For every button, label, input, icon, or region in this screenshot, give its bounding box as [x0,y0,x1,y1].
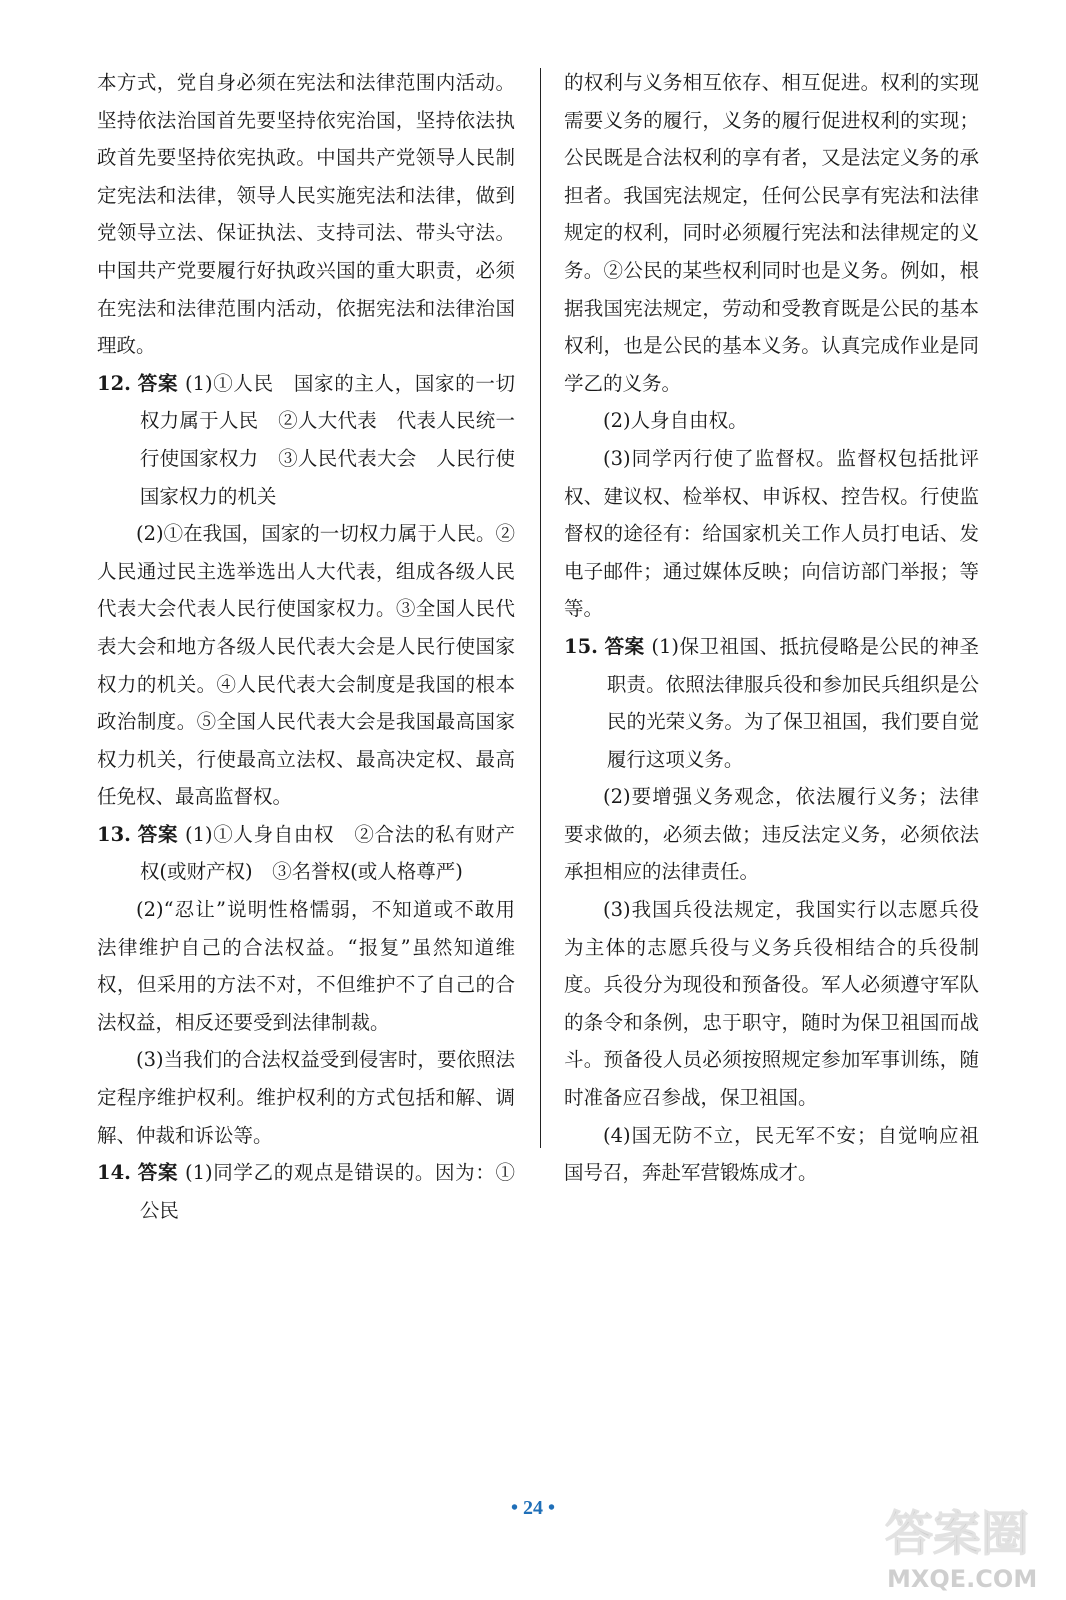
answer-paragraph: (2)人身自由权。 [603,409,748,433]
right-column [564,64,979,1192]
question-number: 13. [97,822,131,846]
left-column [97,64,515,1229]
question-15 [564,628,979,778]
continued-paragraph: 本方式，党自身必须在宪法和法律范围内活动。坚持依法治国首先要坚持依宪治国，坚持依法执政首先要坚持依宪执政。中国共产党领导人民制定宪法和法律，领导人民实施宪法和法律，做到党领导立法、保证执法、支持司法、带头守法。中国共产党要履行好执政兴国的重大职责，必须在宪法和法律范围内活动，依据宪法和法律治国理政。 [97,71,515,358]
page-number: • 24 • [510,1497,555,1519]
answer-paragraph: (2)要增强义务观念，依法履行义务；法律要求做的，必须去做；违反法定义务，必须依法承担相应的法律责任。 [564,785,979,884]
answer-text: (1)同学乙的观点是错误的。因为：①公民 [139,1161,515,1222]
watermark-text: 答案圈 [885,1506,1030,1562]
answer-paragraph: (3)当我们的合法权益受到侵害时，要依照法定程序维护权利。维护权利的方式包括和解、调解、仲裁和诉讼等。 [97,1048,515,1147]
continued-paragraph: 的权利与义务相互依存、相互促进。权利的实现需要义务的履行，义务的履行促进权利的实现；公民既是合法权利的享有者，又是法定义务的承担者。我国宪法规定，任何公民享有宪法和法律规定的权利，同时必须履行宪法和法律规定的义务。②公民的某些权利同时也是义务。例如，根据我国宪法规定，劳动和受教育既是公民的基本权利，也是公民的基本义务。认真完成作业是同学乙的义务。 [564,71,979,395]
answer-paragraph: (3)同学丙行使了监督权。监督权包括批评权、建议权、检举权、申诉权、控告权。行使监督权的途径有：给国家机关工作人员打电话、发电子邮件；通过媒体反映；向信访部门举报；等等。 [564,446,979,621]
answer-label: 答案 [137,822,179,846]
question-13 [97,816,515,891]
question-number: 15. [564,634,598,658]
answer-label: 答案 [137,1161,179,1185]
answer-paragraph: (2)“忍让”说明性格懦弱，不知道或不敢用法律维护自己的合法权益。“报复”虽然知道维权，但采用的方法不对，不但维护不了自己的合法权益，相反还要受到法律制裁。 [97,898,515,1034]
watermark-logo [885,1495,1055,1595]
column-divider [540,68,541,1148]
watermark-url: MXQE.COM [887,1565,1038,1593]
question-number: 12. [97,371,131,395]
answer-text: (1)①人民 国家的主人，国家的一切权力属于人民 ②人大代表 代表人民统一行使国家权力 ③人民代表大会 人民行使国家权力的机关 [139,371,515,508]
answer-label: 答案 [604,634,645,658]
question-12 [97,365,515,515]
answer-paragraph: (2)①在我国，国家的一切权力属于人民。②人民通过民主选举选出人大代表，组成各级人民代表大会代表人民行使国家权力。③全国人民代表大会和地方各级人民代表大会是人民行使国家权力的机关。④人民代表大会制度是我国的根本政治制度。⑤全国人民代表大会是我国最高国家权力机关，行使最高立法权、最高决定权、最高任免权、最高监督权。 [97,522,515,809]
answer-paragraph: (4)国无防不立，民无军不安；自觉响应祖国号召，奔赴军营锻炼成才。 [564,1123,979,1185]
answer-text: (1)①人身自由权 ②合法的私有财产权(或财产权) ③名誉权(或人格尊严) [139,822,515,884]
answer-text: (1)保卫祖国、抵抗侵略是公民的神圣职责。依照法律服兵役和参加民兵组织是公民的光荣义务。为了保卫祖国，我们要自觉履行这项义务。 [606,634,979,771]
question-number: 14. [97,1161,131,1185]
question-14 [97,1154,515,1229]
answer-paragraph: (3)我国兵役法规定，我国实行以志愿兵役为主体的志愿兵役与义务兵役相结合的兵役制度。兵役分为现役和预备役。军人必须遵守军队的条令和条例，忠于职守，随时为保卫祖国而战斗。预备役人员必须按照规定参加军事训练，随时准备应召参战，保卫祖国。 [564,898,979,1110]
answer-label: 答案 [137,371,179,395]
